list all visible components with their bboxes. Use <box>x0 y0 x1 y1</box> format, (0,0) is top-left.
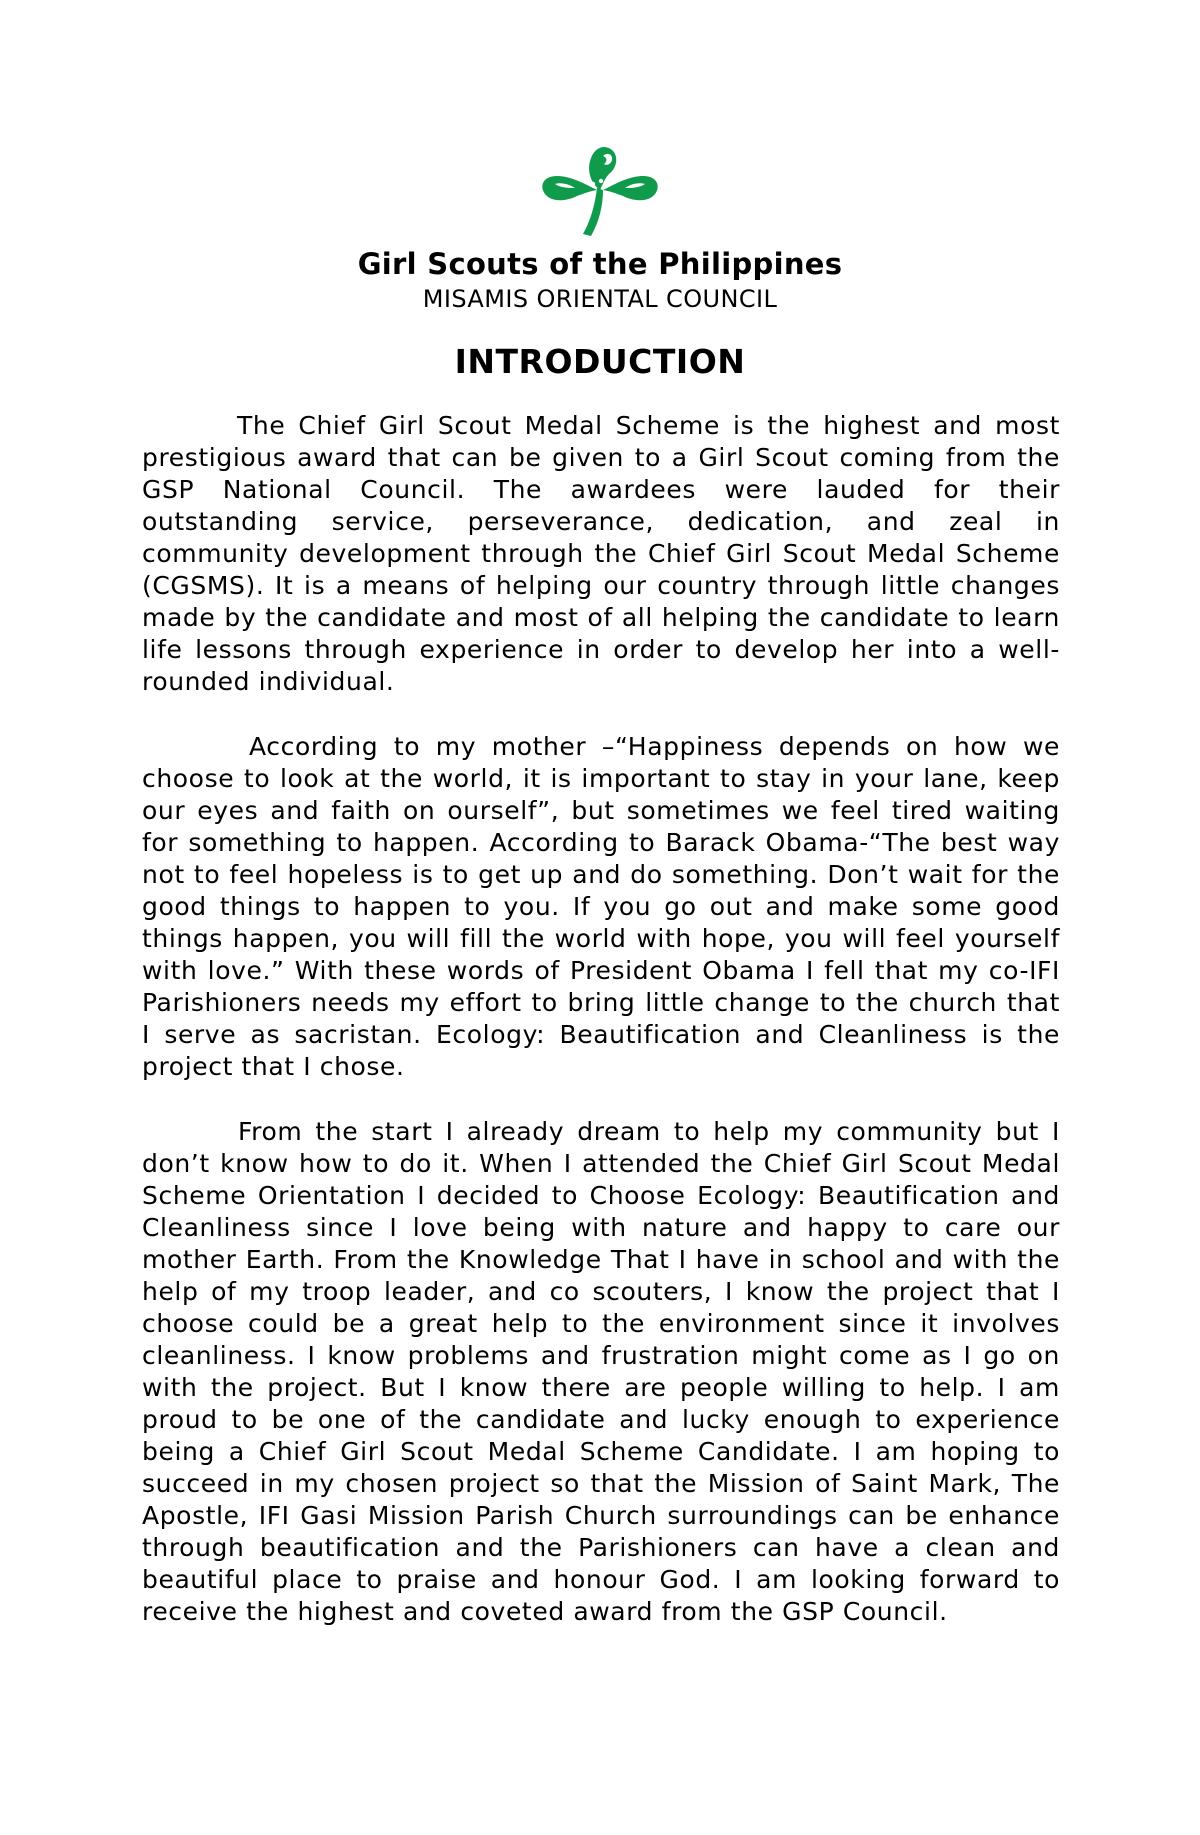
council-name: MISAMIS ORIENTAL COUNCIL <box>422 285 778 313</box>
trefoil-logo-icon <box>533 138 667 238</box>
paragraph-1: The Chief Girl Scout Medal Scheme is the highest and most prestigious award that can be given to a Girl Scout coming from the GSP National Council. The awardees were lauded for their outstanding service, perseverance, dedication, and zeal in community development through the Chief Girl Scout Medal Scheme (CGSMS). It is a means of helping our country through little changes made by the candidate and most of all helping the candidate to learn life lessons through experience in order to develop her into a well-rounded individual. <box>142 411 1060 696</box>
paragraph-3: From the start I already dream to help my community but I don’t know how to do it. When I attended the Chief Girl Scout Medal Scheme Orientation I decided to Choose Ecology: Beautification and Cleanliness since I love being with nature and happy to care our mother Earth. From the Knowledge That I have in school and with the help of my troop leader, and co scouters, I know the project that I choose could be a great help to the environment since it involves cleanliness. I know problems and frustration might come as I go on with the project. But I know there are people willing to help. I am proud to be one of the candidate and lucky enough to experience being a Chief Girl Scout Medal Scheme Candidate. I am hoping to succeed in my chosen project so that the Mission of Saint Mark, The Apostle, IFI Gasi Mission Parish Church surroundings can be enhance through beautification and the Parishioners can have a clean and beautiful place to praise and honour God. I am looking forward to receive the highest and coveted award from the GSP Council. <box>142 1117 1060 1626</box>
section-title: INTRODUCTION <box>454 342 746 381</box>
paragraph-2: According to my mother –“Happiness depends on how we choose to look at the world, it is important to stay in your lane, keep our eyes and faith on ourself”, but sometimes we feel tired waiting for something to happen. According to Barack Obama-“The best way not to feel hopeless is to get up and do something. Don’t wait for the good things to happen to you. If you go out and make some good things happen, you will fill the world with hope, you will feel yourself with love.” With these words of President Obama I fell that my co-IFI Parishioners needs my effort to bring little change to the church that I serve as sacristan. Ecology: Beautification and Cleanliness is the project that I chose. <box>142 732 1060 1081</box>
organization-name: Girl Scouts of the Philippines <box>357 247 843 281</box>
